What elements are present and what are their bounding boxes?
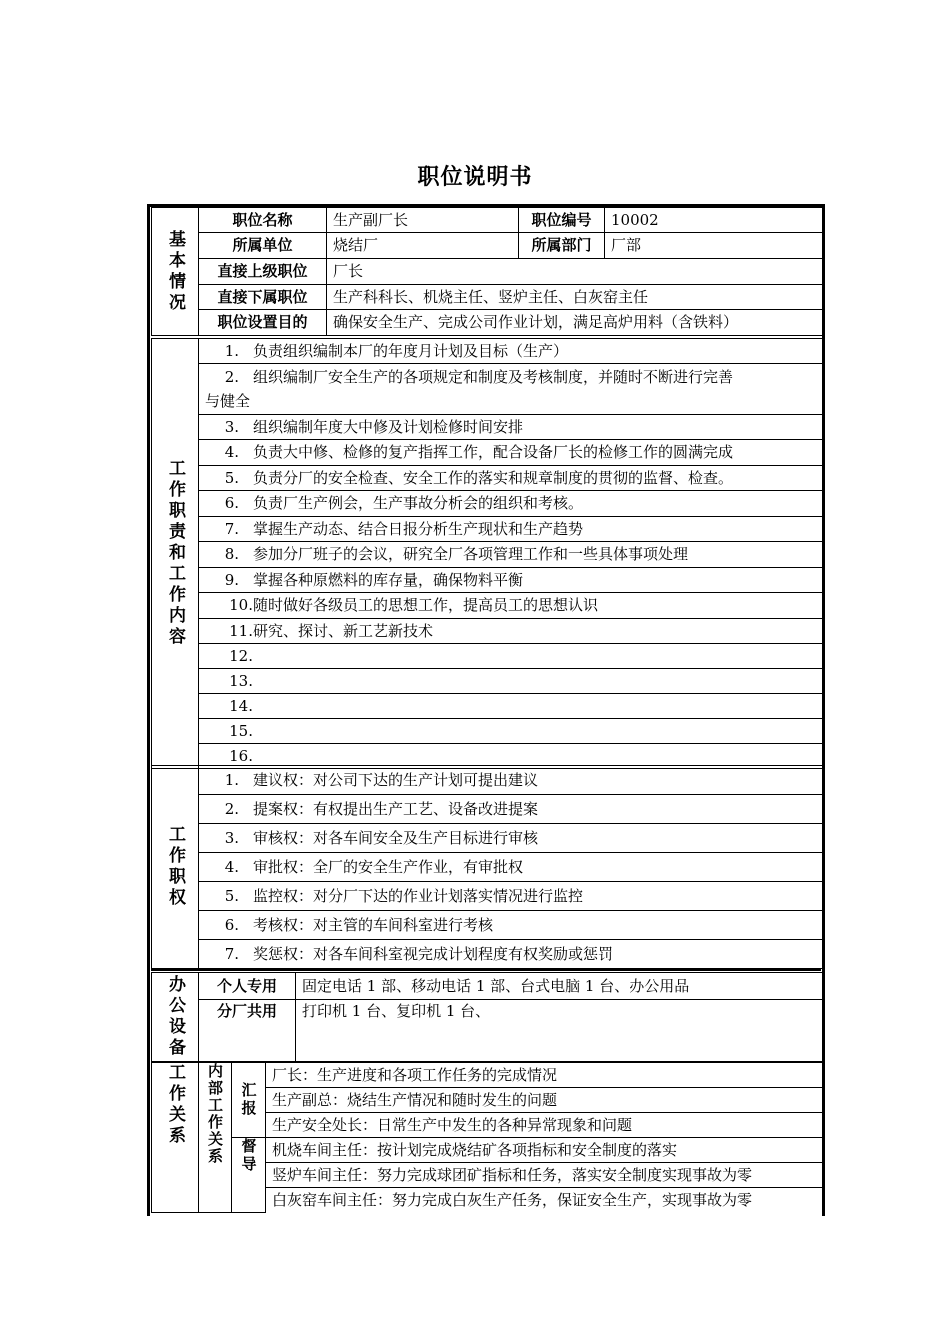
personal-label: 个人专用 xyxy=(199,973,296,1000)
subordinate-value: 生产科科长、机烧主任、竖炉主任、白灰窑主任 xyxy=(327,285,823,310)
report-item: 生产副总：烧结生产情况和随时发生的问题 xyxy=(266,1088,823,1113)
duty-item: 3. 组织编制年度大中修及计划检修时间安排 xyxy=(199,415,823,440)
authority-item: 2. 提案权：有权提出生产工艺、设备改进提案 xyxy=(199,795,823,824)
duty-item: 14. xyxy=(199,694,823,719)
duty-item: 11.研究、探讨、新工艺新技术 xyxy=(199,619,823,644)
duty-item: 15. xyxy=(199,719,823,744)
authority-item: 1. 建议权：对公司下达的生产计划可提出建议 xyxy=(199,766,823,795)
superior-label: 直接上级职位 xyxy=(199,259,327,285)
relations-section-label: 工作关系 xyxy=(152,1063,199,1213)
duty-item: 10.随时做好各级员工的思想工作，提高员工的思想认识 xyxy=(199,593,823,619)
supervise-item: 白灰窑车间主任：努力完成白灰生产任务，保证安全生产，实现事故为零 xyxy=(266,1188,823,1213)
duty-item: 2. 组织编制厂安全生产的各项规定和制度及考核制度，并随时不断进行完善 与健全 xyxy=(199,364,823,415)
shared-label: 分厂共用 xyxy=(199,1000,296,1062)
position-name-value: 生产副厂长 xyxy=(327,208,519,233)
authority-table xyxy=(151,765,823,969)
purpose-label: 职位设置目的 xyxy=(199,310,327,336)
supervise-label: 督导 xyxy=(232,1138,266,1213)
unit-value: 烧结厂 xyxy=(327,233,519,259)
superior-value: 厂长 xyxy=(327,259,823,285)
duty-item: 7. 掌握生产动态、结合日报分析生产现状和生产趋势 xyxy=(199,517,823,542)
report-item: 生产安全处长：日常生产中发生的各种异常现象和问题 xyxy=(266,1113,823,1138)
report-label: 汇报 xyxy=(232,1063,266,1138)
page-title: 职位说明书 xyxy=(417,165,533,190)
basic-info-table xyxy=(151,207,823,336)
supervise-item: 竖炉车间主任：努力完成球团矿指标和任务，落实安全制度实现事故为零 xyxy=(266,1163,823,1188)
equipment-section-label: 办公设备 xyxy=(152,973,199,1062)
authority-item: 4. 审批权：全厂的安全生产作业，有审批权 xyxy=(199,853,823,882)
relations-table xyxy=(151,1062,823,1213)
internal-relations-label: 内部工作关系 xyxy=(199,1063,232,1213)
personal-value: 固定电话 1 部、移动电话 1 部、台式电脑 1 台、办公用品 xyxy=(296,973,823,1000)
basic-section-label: 基本情况 xyxy=(152,208,199,336)
duty-item: 4. 负责大中修、检修的复产指挥工作，配合设备厂长的检修工作的圆满完成 xyxy=(199,440,823,466)
authority-item: 5. 监控权：对分厂下达的作业计划落实情况进行监控 xyxy=(199,882,823,911)
report-item: 厂长：生产进度和各项工作任务的完成情况 xyxy=(266,1063,823,1088)
duty-item: 16. xyxy=(199,744,823,769)
purpose-value: 确保安全生产、完成公司作业计划，满足高炉用料（含铁料） xyxy=(327,310,823,336)
duty-item: 12. xyxy=(199,644,823,669)
duty-item: 8. 参加分厂班子的会议，研究全厂各项管理工作和一些具体事项处理 xyxy=(199,542,823,568)
dept-value: 厂部 xyxy=(605,233,823,259)
position-code-label: 职位编号 xyxy=(519,208,605,233)
authority-section-label: 工作职权 xyxy=(152,766,199,969)
duty-item: 13. xyxy=(199,669,823,694)
equipment-table xyxy=(151,972,823,1062)
duty-item: 9. 掌握各种原燃料的库存量，确保物料平衡 xyxy=(199,568,823,593)
duty-item: 5. 负责分厂的安全检查、安全工作的落实和规章制度的贯彻的监督、检查。 xyxy=(199,466,823,491)
duty-item: 1. 负责组织编制本厂的年度月计划及目标（生产） xyxy=(199,339,823,364)
dept-label: 所属部门 xyxy=(519,233,605,259)
duties-section-label: 工作职责和工作内容 xyxy=(152,339,199,769)
section-divider xyxy=(151,968,821,971)
authority-item: 6. 考核权：对主管的车间科室进行考核 xyxy=(199,911,823,940)
position-name-label: 职位名称 xyxy=(199,208,327,233)
shared-value: 打印机 1 台、复印机 1 台、 xyxy=(296,1000,823,1062)
authority-item: 7. 奖惩权：对各车间科室视完成计划程度有权奖励或惩罚 xyxy=(199,940,823,969)
authority-item: 3. 审核权：对各车间安全及生产目标进行审核 xyxy=(199,824,823,853)
duties-table xyxy=(151,338,823,769)
subordinate-label: 直接下属职位 xyxy=(199,285,327,310)
supervise-item: 机烧车间主任：按计划完成烧结矿各项指标和安全制度的落实 xyxy=(266,1138,823,1163)
unit-label: 所属单位 xyxy=(199,233,327,259)
duty-item: 6. 负责厂生产例会，生产事故分析会的组织和考核。 xyxy=(199,491,823,517)
position-code-value: 10002 xyxy=(605,208,823,233)
